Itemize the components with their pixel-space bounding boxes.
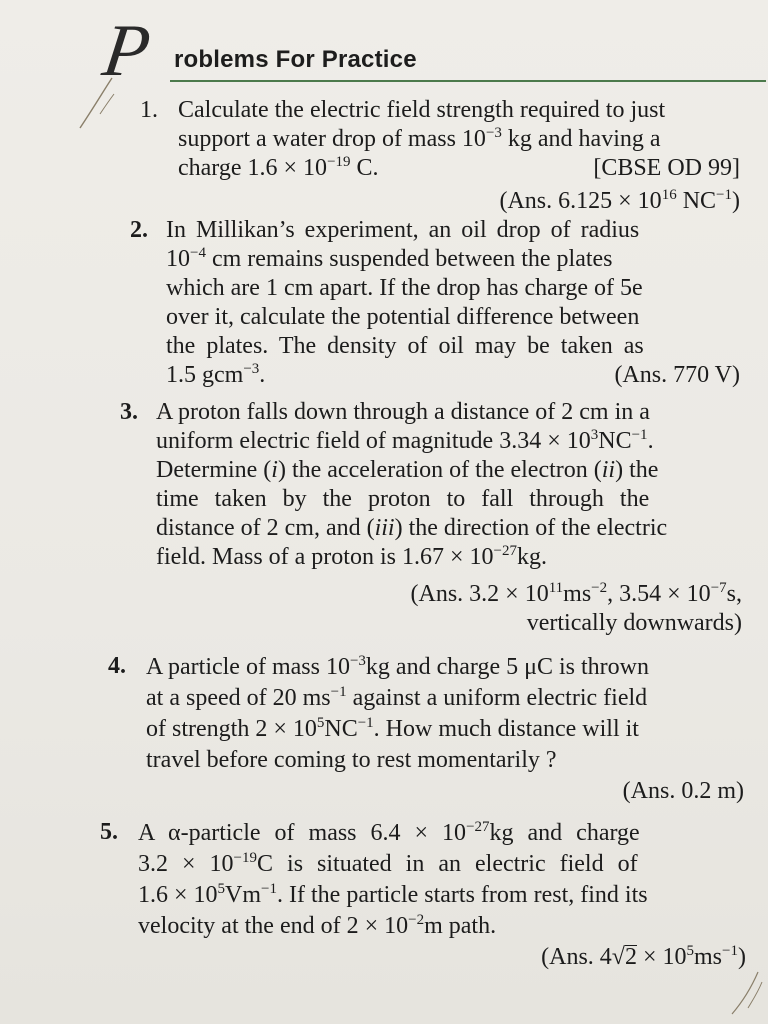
problem-text-line: A particle of mass $10^{-3}kg$ and charge 5 μC is thrown — [146, 653, 649, 680]
problem-text-line: the plates. The density of oil may be taken as — [166, 333, 644, 359]
problem-number: 4. — [108, 653, 126, 679]
problem-text-line: uniform electric field of magnitude $3.34 \times 10^3NC^{-1}$. — [156, 427, 654, 454]
pencil-mark-icon — [728, 968, 764, 1016]
problem-answer: (Ans. $3.2 \times 10^{11}ms^{-2}$, $3.54 \times 10^{-7}s$, — [410, 580, 742, 607]
problem-text-line: of strength $2 \times 10^5NC^{-1}$. How much distance will it — [146, 715, 639, 742]
problem-answer-continued: vertically downwards) — [526, 610, 742, 636]
problem-text-line: which are 1 cm apart. If the drop has charge of 5e — [166, 275, 643, 301]
problem-text-line: support a water drop of mass $10^{-3}$ kg and having a — [178, 125, 661, 152]
section-heading — [98, 10, 768, 92]
problem-number: 2. — [130, 217, 148, 243]
problem-text-line: distance of 2 cm, and (iii) the direction of the electric — [156, 515, 668, 541]
problem-text-line: A α-particle of mass $6.4 \times 10^{-27}kg$ and charge — [138, 819, 640, 846]
problem-answer: (Ans. $6.125 \times 10^{16}$ $NC^{-1}$) — [499, 187, 740, 214]
source-reference: [CBSE OD 99] — [593, 155, 740, 181]
title-underline — [170, 80, 766, 82]
problem-text-line: 1.5 gcm$^{-3}$. (Ans. 770 V) — [166, 361, 740, 388]
problem-text-line: time taken by the proton to fall through the — [156, 486, 650, 512]
problem-number: 1. — [140, 97, 158, 123]
problem-text-line: Calculate the electric field strength required to just — [178, 97, 666, 123]
problem-answer: (Ans. 0.2 m) — [622, 778, 744, 804]
problem-text-line: $1.6 \times 10^5Vm^{-1}$. If the particle starts from rest, find its — [138, 881, 648, 908]
problem-text-line: over it, calculate the potential difference between — [166, 304, 640, 330]
problem-text-line: field. Mass of a proton is $1.67 \times 10^{-27}kg$. — [156, 543, 547, 570]
pencil-mark-icon — [74, 74, 134, 134]
problem-number: 5. — [100, 819, 118, 845]
problem-text-line: In Millikan’s experiment, an oil drop of radius — [166, 217, 640, 243]
problem-text-line: charge $1.6 \times 10^{-19}$ C. [CBSE OD 99] — [178, 154, 740, 181]
problem-answer: (Ans. $4√2 \times 10^5ms^{-1}$) — [541, 943, 746, 970]
page-title: roblems For Practice — [174, 46, 417, 73]
problem-number: 3. — [120, 399, 138, 425]
title-decorative-letter: P — [98, 10, 155, 92]
problem-answer: (Ans. 770 V) — [614, 362, 740, 388]
problem-text-line: $3.2 \times 10^{-19}C$ is situated in an electric field of — [138, 850, 638, 877]
problem-text-line: Determine (i) the acceleration of the electron (ii) the — [156, 457, 659, 483]
problem-text-line: $10^{-4}$ cm remains suspended between the plates — [166, 245, 613, 272]
problem-text-line: at a speed of 20 $ms^{-1}$ against a uniform electric field — [146, 684, 648, 711]
problem-text-line: A proton falls down through a distance of 2 cm in a — [156, 399, 650, 425]
problem-text-line: travel before coming to rest momentarily ? — [146, 747, 557, 773]
problem-text-line: velocity at the end of $2 \times 10^{-2}m$ path. — [138, 912, 497, 939]
